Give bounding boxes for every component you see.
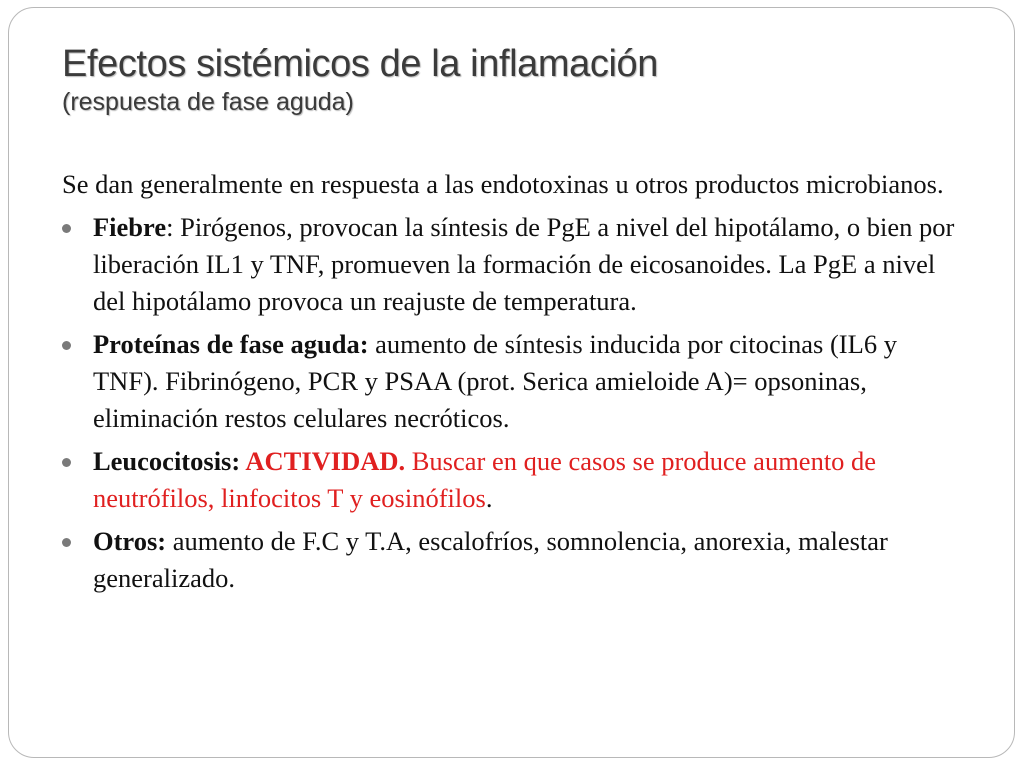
bullet-dot-icon bbox=[62, 224, 71, 233]
bullet-text-fiebre: Pirógenos, provocan la síntesis de PgE a nivel del hipotálamo, o bien por liberación IL1 y TNF, promueven la formación de eicosanoides. La PgE a nivel del hipotálamo provoca un reajuste de temperatura. bbox=[93, 212, 955, 316]
activity-highlight: ACTIVIDAD. bbox=[240, 446, 406, 476]
bullet-fiebre bbox=[62, 209, 962, 320]
slide-title bbox=[62, 42, 962, 118]
title-subtitle: (respuesta de fase aguda) bbox=[62, 88, 354, 116]
bullet-dot-icon bbox=[62, 341, 71, 350]
bullet-separator: : bbox=[166, 212, 181, 242]
bullet-term-leucocitosis: Leucocitosis: bbox=[93, 446, 241, 476]
bullet-term-fiebre: Fiebre bbox=[93, 212, 167, 242]
bullet-dot-icon bbox=[62, 458, 71, 467]
intro-paragraph: Se dan generalmente en respuesta a las endotoxinas u otros productos microbianos. bbox=[62, 169, 944, 199]
bullet-text-proteinas: aumento de síntesis inducida por citocinas (IL6 y TNF). Fibrinógeno, PCR y PSAA (prot. Serica amieloide A)= opsoninas, eliminación restos celulares necróticos. bbox=[93, 329, 897, 433]
bullet-term-otros: Otros: bbox=[93, 526, 167, 556]
slide-body bbox=[62, 166, 962, 603]
bullet-text-otros: aumento de F.C y T.A, escalofríos, somnolencia, anorexia, malestar generalizado. bbox=[93, 526, 888, 593]
activity-instructions: Buscar en que casos se produce aumento de neutrófilos, linfocitos T y eosinófilos bbox=[93, 446, 877, 513]
bullet-dot-icon bbox=[62, 538, 71, 547]
bullet-leucocitosis bbox=[62, 443, 962, 517]
bullet-end: . bbox=[485, 483, 493, 513]
bullet-term-proteinas: Proteínas de fase aguda: bbox=[93, 329, 369, 359]
bullet-proteinas bbox=[62, 326, 962, 437]
title-main: Efectos sistémicos de la inflamación bbox=[62, 43, 658, 85]
bullet-otros bbox=[62, 523, 962, 597]
